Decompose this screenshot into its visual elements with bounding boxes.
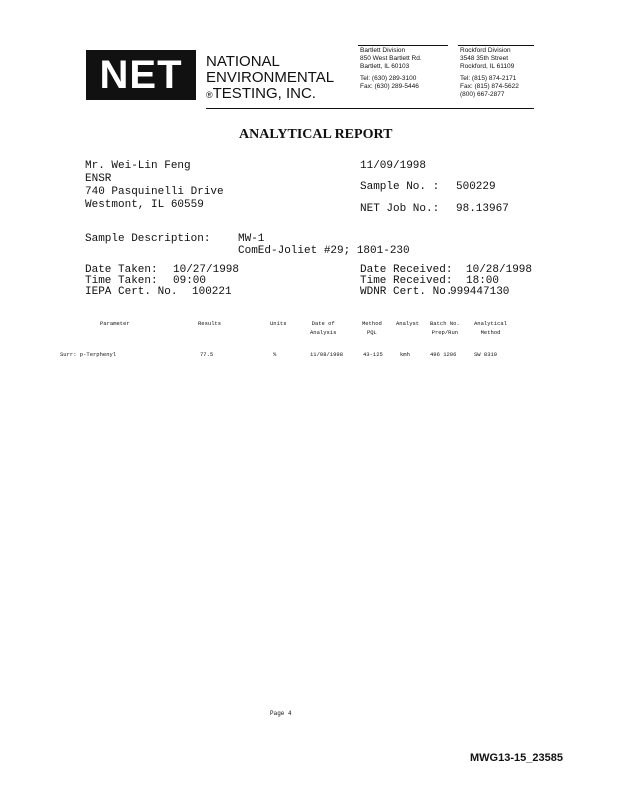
logo-text: NET: [99, 53, 183, 97]
contact-line: Tel: (815) 874-2171: [460, 74, 517, 82]
document-id: MWG13-15_23585: [470, 752, 563, 764]
company-name-line: NATIONAL: [206, 53, 280, 70]
registered-mark: ®: [206, 90, 213, 100]
divider: [458, 45, 534, 46]
col-header-date-of-analysis: Date of Analysis: [310, 320, 337, 336]
cell-analyst: kmh: [400, 351, 410, 358]
cell-parameter: Surr: p-Terphenyl: [60, 351, 117, 358]
cell-date-of-analysis: 11/08/1998: [310, 351, 344, 358]
sample-description-line1: MW-1: [238, 233, 265, 245]
net-job-no-value: 98.13967: [456, 203, 509, 215]
date-taken-label: Date Taken:: [85, 264, 158, 276]
contact-line: 3548 35th Street: [460, 55, 509, 63]
contact-line: Bartlett, IL 60103: [360, 63, 410, 71]
sample-no-value: 500229: [456, 181, 496, 193]
contact-line: Bartlett Division: [360, 47, 406, 54]
company-name-line: ®TESTING, INC.: [206, 85, 316, 102]
time-taken-value: 09:00: [173, 275, 207, 287]
sample-description-line2: ComEd-Joliet #29; 1801-230: [238, 245, 410, 257]
iepa-cert-label: IEPA Cert. No.: [85, 286, 178, 298]
col-header-units: Units: [270, 320, 287, 327]
net-logo: [86, 50, 196, 100]
date-received-label: Date Received:: [360, 264, 453, 276]
page-number: Page 4: [270, 710, 292, 717]
date-received-value: 10/28/1998: [466, 264, 533, 276]
header-rule: [206, 108, 534, 109]
time-received-value: 18:00: [466, 275, 500, 287]
contact-line: Rockford Division: [460, 47, 511, 54]
sample-no-label: Sample No. :: [360, 181, 440, 193]
rockford-division-contact: [460, 47, 519, 99]
company-name-line: ENVIRONMENTAL: [206, 69, 335, 86]
report-date: 11/09/1998: [360, 160, 427, 172]
net-job-no-label: NET Job No.:: [360, 203, 440, 215]
time-taken-label: Time Taken:: [85, 275, 158, 287]
contact-line: Tel: (630) 289-3100: [360, 74, 417, 82]
contact-line: Fax: (815) 874-5622: [460, 82, 519, 90]
time-received-label: Time Received:: [360, 275, 453, 287]
col-header-analyst: Analyst: [396, 320, 420, 327]
contact-line: Fax: (630) 289-5446: [360, 82, 419, 90]
col-header-results: Results: [198, 320, 222, 327]
wdnr-cert-label: WDNR Cert. No.: [360, 286, 453, 298]
divider: [358, 45, 448, 46]
contact-line: 850 West Bartlett Rd.: [360, 55, 422, 63]
col-header-analytical-method: Analytical Method: [474, 320, 508, 336]
sample-description-label: Sample Description:: [85, 233, 211, 245]
bartlett-division-contact: [360, 47, 422, 91]
col-header-batch-no: Batch No. Prep/Run: [430, 320, 460, 336]
report-title: ANALYTICAL REPORT: [239, 127, 393, 142]
recipient-city: Westmont, IL 60559: [85, 199, 204, 211]
contact-line: (800) 667-2877: [460, 91, 505, 99]
cell-result: 77.5: [200, 351, 214, 358]
recipient-name: Mr. Wei-Lin Feng: [85, 160, 191, 172]
date-taken-value: 10/27/1998: [173, 264, 240, 276]
recipient-company: ENSR: [85, 173, 112, 185]
recipient-street: 740 Pasquinelli Drive: [85, 186, 224, 198]
col-header-parameter: Parameter: [100, 320, 130, 327]
col-header-method-pql: Method PQL: [362, 320, 382, 336]
iepa-cert-value: 100221: [192, 286, 232, 298]
company-name: [206, 54, 334, 103]
wdnr-cert-value: 999447130: [450, 286, 510, 298]
cell-analytical-method: SW 8310: [474, 351, 498, 358]
cell-batch-no: 496 1206: [430, 351, 457, 358]
cell-method-pql: 43-125: [363, 351, 383, 358]
cell-units: %: [273, 351, 277, 358]
contact-line: Rockford, IL 61109: [460, 63, 515, 71]
recipient-address: [85, 160, 224, 212]
